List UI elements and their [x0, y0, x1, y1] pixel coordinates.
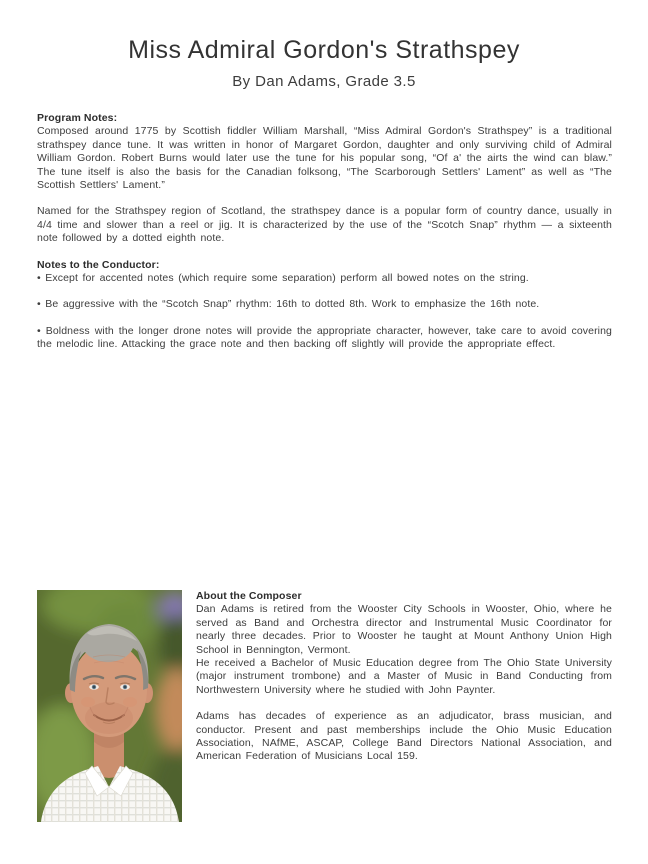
conductor-notes-heading: Notes to the Conductor:	[37, 258, 160, 271]
composer-paragraph-3: Adams has decades of experience as an adjudicator, brass musician, and conductor. Present and past memberships include the Ohio Music Education Association, NAfME, ASCAP, College Band Directors National Association, and American Federation of Musicians Local 159.	[196, 710, 612, 763]
composer-portrait-illustration	[37, 590, 182, 822]
main-content	[37, 112, 612, 352]
program-notes-heading: Program Notes:	[37, 112, 118, 124]
composer-paragraph-2: He received a Bachelor of Music Education degree from The Ohio State University (major instrument trombone) and a Master of Music in Band Conducting from Northwestern University where he studied with John Paynter.	[196, 657, 612, 696]
about-composer-heading: About the Composer	[196, 590, 302, 602]
composer-portrait-photo	[37, 590, 182, 822]
composer-section	[37, 590, 612, 822]
page-subtitle: By Dan Adams, Grade 3.5	[232, 73, 416, 90]
conductor-note-bullet-1: • Except for accented notes (which require some separation) perform all bowed notes on the string.	[37, 272, 529, 285]
conductor-note-bullet-3: • Boldness with the longer drone notes will provide the appropriate character, however, take care to avoid covering the melodic line. Attacking the grace note and then backing off slightly will provide the appropriate effect.	[37, 324, 612, 351]
composer-bio	[196, 590, 612, 764]
program-notes-paragraph-2: Named for the Strathspey region of Scotland, the strathspey dance is a popular form of country dance, usually in 4/4 time and slower than a reel or jig. It is characterized by the use of the “Scotch Snap” rhythm — a sixteenth note followed by a dotted eighth note.	[37, 205, 612, 245]
composer-paragraph-1: Dan Adams is retired from the Wooster City Schools in Wooster, Ohio, where he served as Band and Orchestra director and Instrumental Music Coordinator for nearly three decades. Prior to Wooster he taught at Mount Anthony Union High School in Bennington, Vermont.	[196, 603, 612, 656]
page-title: Miss Admiral Gordon's Strathspey	[128, 36, 520, 64]
program-notes-paragraph-1: Composed around 1775 by Scottish fiddler William Marshall, “Miss Admiral Gordon's Strathspey” is a traditional strathspey dance tune. It was written in honor of Margaret Gordon, daughter and only surviving child of Admiral William Gordon. Robert Burns would later use the tune for his popular song, “Of a' the airts the wind can blaw.” The tune itself is also the basis for the Canadian folksong, “The Scarborough Settlers' Lament” as well as “The Scottish Settlers' Lament.”	[37, 125, 612, 192]
conductor-note-bullet-2: • Be aggressive with the “Scotch Snap” rhythm: 16th to dotted 8th. Work to emphasize the 16th note.	[37, 298, 540, 311]
